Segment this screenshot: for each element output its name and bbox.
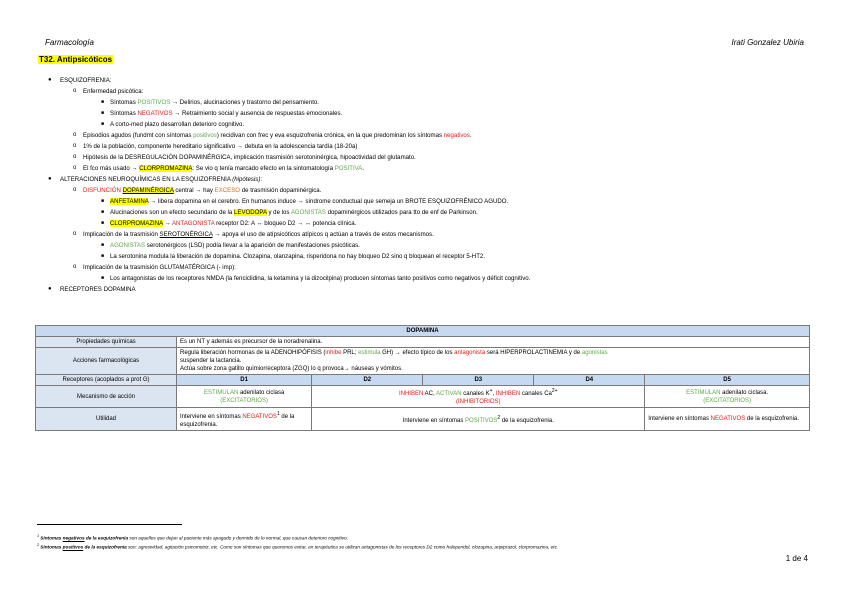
list-item: o Enfermedad psicótica: <box>73 88 144 95</box>
circle-bullet-icon: o <box>73 187 77 193</box>
bullet-icon: ● <box>48 176 52 182</box>
list-item: o Episodios agudos (fundmt con síntomas positivos) recidivan con frec y eva esquizofrenia crónica, en la que predominan los síntomas negativos. <box>73 132 472 139</box>
square-bullet-icon: ■ <box>101 198 105 204</box>
square-bullet-icon: ■ <box>101 242 105 248</box>
circle-bullet-icon: o <box>73 154 77 160</box>
receptor-d2: D2 <box>312 375 423 386</box>
square-bullet-icon: ■ <box>101 121 105 127</box>
list-item: o El fco más usado → CLORPROMAZINA: Se vio q tenía marcado efecto en la sintomatología POSITIVA. <box>73 165 365 172</box>
circle-bullet-icon: o <box>73 132 77 138</box>
list-item: o Implicación de la trasmisión SEROTONÉRGICA → apoya el uso de atípsicóticos atípicos q actúan a través de estos mecanismos. <box>73 231 434 238</box>
square-bullet-icon: ■ <box>101 220 105 226</box>
receptor-d4: D4 <box>534 375 645 386</box>
table-cell: Interviene en síntomas NEGATIVOS de la esquizofrenia. <box>645 408 810 431</box>
circle-bullet-icon: o <box>73 165 77 171</box>
dopamine-table <box>35 325 810 431</box>
table-row <box>36 348 810 375</box>
page-number: 1 de 4 <box>785 554 808 563</box>
header-author: Irati Gonzalez Ubiria <box>731 38 804 47</box>
receptor-d5: D5 <box>645 375 810 386</box>
list-item: ■ Alucinaciones son un efecto secundario de la LEVODOPA y de los AGONISTAS dopaminérgicos utilizados para tto de enf de Parkinson. <box>101 209 478 216</box>
circle-bullet-icon: o <box>73 88 77 94</box>
list-item: o DISFUNCIÓN DOPAMINÉRGICA central → hay EXCESO de trasmisión dopaminérgica. <box>73 187 322 194</box>
list-item: ■ AGONISTAS serotonérgicos (LSD) podía llevar a la aparición de manifestaciones psicóticas. <box>101 242 360 249</box>
bullet-icon: ● <box>48 286 52 292</box>
square-bullet-icon: ■ <box>101 275 105 281</box>
footnote-2: $^2$ Síntomas positivos de la esquizofrenia son: agresividad, agitación psicomotriz, etc. Como son síntomas que queremos evitar, en terapéutica se utilizan antagonistas de los receptores D2 como haloperidol, clozapina, aripiprazol, clorpromazina, etc. <box>37 542 559 550</box>
list-item: ■ Síntomas POSITIVOS → Delirios, alucinaciones y trastorno del pensamiento. <box>101 99 319 106</box>
bullet-icon: ● <box>48 77 52 83</box>
list-item: o 1% de la población, componente hereditario significativo → debuta en la adolescencia tardía (18-20a) <box>73 143 358 150</box>
list-item: ■ La serotonina modula la liberación de dopamina. Clozapina, olanzapina, risperidona no hay bloqueo D2 sino q bloquean el receptor 5-HT2. <box>101 253 486 260</box>
list-item: ■ ANFETAMINA → libera dopamina en el cerebro. En humanos induce → síndrome conductual que semeja un BROTE ESQUIZOFRÉNICO AGUDO. <box>101 198 509 205</box>
table-row <box>36 337 810 348</box>
receptor-d1: D1 <box>177 375 312 386</box>
row-label: Utilidad <box>36 408 177 431</box>
list-item: ■ Los antagonistas de los receptores NMDA (la fenciclidina, la ketamina y la dizocilpina) producen síntomas tanto positivos como negativos y déficit cognitivo. <box>101 275 531 282</box>
footnote-1: $^1$ Síntomas negativos de la esquizofrenia son aquellos que dejan al paciente más apagado y dormido de lo normal, que causan deterioro cognitivo. <box>37 533 349 541</box>
circle-bullet-icon: o <box>73 231 77 237</box>
list-item: ■ CLORPROMAZINA → ANTAGONISTA receptor D2: A ↔ bloqueo D2 → ↔ potencia clínica. <box>101 220 357 227</box>
table-cell: Interviene en síntomas POSITIVOS$^2$ de la esquizofrenia. <box>312 408 645 431</box>
row-label: Mecanismo de acción <box>36 386 177 408</box>
footnote-divider <box>37 524 182 525</box>
list-item: ● ESQUIZOFRENIA: <box>48 77 112 84</box>
table-cell: INHIBEN AC, ACTIVAN canales K+, INHIBEN canales $Ca^{2+}$ (INHIBITORIOS) <box>312 386 645 408</box>
square-bullet-icon: ■ <box>101 253 105 259</box>
square-bullet-icon: ■ <box>101 99 105 105</box>
list-item: o Implicación de la trasmisión GLUTAMATÉRGICA (- imp): <box>73 264 236 271</box>
table-cell: ESTIMULAN adenilato ciclasa. (EXCITATORIOS) <box>645 386 810 408</box>
table-cell: Es un NT y además es precursor de la noradrenalina. <box>177 337 810 348</box>
row-label: Propiedades químicas <box>36 337 177 348</box>
table-row <box>36 386 810 408</box>
list-item: o Hipótesis de la DESREGULACIÓN DOPAMINÉRGICA, implicación trasmisión serotoninérgica, hipoactividad del glutamato. <box>73 154 416 161</box>
row-label: Acciones farmacológicas <box>36 348 177 375</box>
list-item: ■ A corto-med plazo desarrollan deterioro cognitivo. <box>101 121 245 128</box>
table-row <box>36 375 810 386</box>
header-course: Farmacología <box>45 38 94 47</box>
list-item: ■ Síntomas NEGATIVOS → Retraimiento social y ausencia de respuestas emocionales. <box>101 110 343 117</box>
square-bullet-icon: ■ <box>101 209 105 215</box>
list-item: ● RECEPTORES DOPAMINA <box>48 286 136 293</box>
table-cell: Regula liberación hormonas de la ADENOHIPÓFISIS (inhibe PRL; estimula GH) → efecto típico de los antagonista será HIPERPROLACTINEMIA y de agonistas suspender la lactancia. Actúa sobre zona gatillo quimiorreceptora (ZGQ) lo q provoca→ náuseas y vómitos. <box>177 348 810 375</box>
receptor-d3: D3 <box>423 375 534 386</box>
circle-bullet-icon: o <box>73 143 77 149</box>
row-label: Receptores (acoplados a prot G) <box>36 375 177 386</box>
circle-bullet-icon: o <box>73 264 77 270</box>
square-bullet-icon: ■ <box>101 110 105 116</box>
table-title: DOPAMINA <box>36 326 810 337</box>
list-item: ● ALTERACIONES NEUROQUÍMICAS EN LA ESQUIZOFRENIA (hipótesis): <box>48 176 263 183</box>
page-title: T32. Antipsicóticos <box>39 55 113 64</box>
table-cell: Interviene en síntomas NEGATIVOS$^1$ de la esquizofrenia. <box>177 408 312 431</box>
table-cell: ESTIMULAN adenilato ciclasa (EXCITATORIOS) <box>177 386 312 408</box>
table-row <box>36 408 810 431</box>
